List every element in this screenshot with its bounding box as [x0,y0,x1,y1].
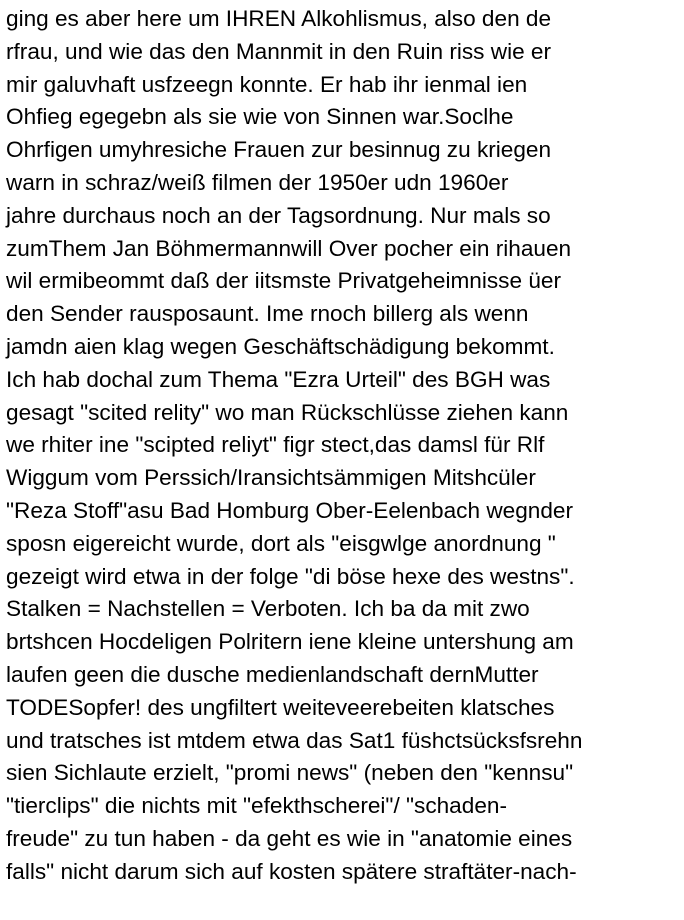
text-line: Ohfieg egegebn als sie wie von Sinnen war.Soclhe [6,104,514,130]
text-line: warn in schraz/weiß filmen der 1950er udn 1960er [6,169,509,195]
text-line: gesagt "scited relity" wo man Rückschlüsse ziehen kann [6,399,569,425]
text-line: gezeigt wird etwa in der folge "di böse hexe des westns". [6,563,575,589]
text-line: Stalken = Nachstellen = Verboten. Ich ba da mit zwo [6,596,530,622]
text-line: mir galuvhaft usfzeegn konnte. Er hab ihr ienmal ien [6,71,528,97]
text-line: und tratsches ist mtdem etwa das Sat1 füshctsücksfsrehn [6,727,583,753]
text-line: zumThem Jan Böhmermannwill Over pocher ein rihauen [6,235,572,261]
text-line: "tierclips" die nichts mit "efekthscherei"/ "schaden- [6,793,507,819]
text-line: jamdn aien klag wegen Geschäftschädigung bekommt. [6,333,555,359]
text-line: den Sender rausposaunt. Ime rnoch billerg als wenn [6,301,529,327]
text-line: jahre durchaus noch an der Tagsordnung. Nur mals so [6,202,551,228]
text-line: laufen geen die dusche medienlandschaft dernMutter [6,661,539,687]
body-text [6,3,582,889]
text-line: falls" nicht darum sich auf kosten spätere straftäter-nach- [6,858,577,884]
text-line: we rhiter ine "scipted reliyt" figr stect,das damsl für Rlf [6,432,545,458]
text-line: freude" zu tun haben - da geht es wie in "anatomie eines [6,825,573,851]
text-line: brtshcen Hocdeligen Polritern iene kleine untershung am [6,629,574,655]
text-line: sien Sichlaute erzielt, "promi news" (neben den "kennsu" [6,760,574,786]
text-line: wil ermibeommt daß der iitsmste Privatgeheimnisse üer [6,268,561,294]
text-line: TODESopfer! des ungfiltert weiteveerebeiten klatsches [6,694,555,720]
text-line: Ohrfigen umyhresiche Frauen zur besinnug zu kriegen [6,137,552,163]
text-line: sposn eigereicht wurde, dort als "eisgwlge anordnung " [6,530,556,556]
text-line: rfrau, und wie das den Mannmit in den Ruin riss wie er [6,38,552,64]
text-line: ging es aber here um IHREN Alkohlismus, also den de [6,6,552,31]
text-line: "Reza Stoff"asu Bad Homburg Ober-Eelenbach wegnder [6,497,573,523]
text-line: Ich hab dochal zum Thema "Ezra Urteil" des BGH was [6,366,551,392]
text-line: Wiggum vom Perssich/Iransichtsämmigen Mitshcüler [6,465,536,491]
